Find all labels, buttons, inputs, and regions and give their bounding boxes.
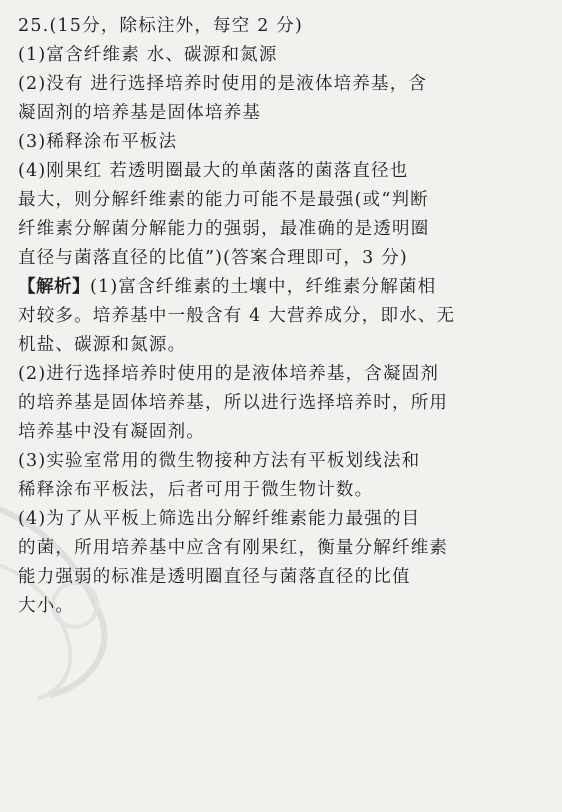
answer-1 xyxy=(18,41,544,70)
analysis-p1-line3: 机盐、碳源和氮源。 xyxy=(18,335,187,355)
answer-4-continuation-3: 直径与菌落直径的比值”)(答案合理即可，3 分) xyxy=(18,248,408,268)
analysis-tag: 【解析】 xyxy=(18,277,90,297)
analysis-p1-line1: (1)富含纤维素的土壤中，纤维素分解菌相 xyxy=(90,277,437,297)
answer-4-continuation-1: 最大，则分解纤维素的能力可能不是最强(或“判断 xyxy=(18,190,429,210)
answer-4-label: (4) xyxy=(18,161,47,181)
analysis-p2-line2: 的培养基是固体培养基，所以进行选择培养时，所用 xyxy=(18,393,449,413)
analysis-p3-line1: (3)实验室常用的微生物接种方法有平板划线法和 xyxy=(18,451,421,471)
analysis-p4-line4: 大小。 xyxy=(18,596,75,616)
answer-3-label: (3) xyxy=(18,132,47,152)
analysis-p1-line2: 对较多。培养基中一般含有 4 大营养成分，即水、无 xyxy=(18,306,456,326)
analysis-p3-line2: 稀释涂布平板法，后者可用于微生物计数。 xyxy=(18,480,374,500)
answer-4-continuation-2: 纤维素分解菌分解能力的强弱，最准确的是透明圈 xyxy=(18,219,430,239)
question-meta: (15分，除标注外，每空 2 分) xyxy=(49,16,304,36)
analysis-p2-line3: 培养基中没有凝固剂。 xyxy=(18,422,205,442)
answer-1-label: (1) xyxy=(18,45,47,65)
answer-2-text: 没有 进行选择培养时使用的是液体培养基，含 xyxy=(46,74,428,94)
question-header xyxy=(18,12,544,41)
question-number: 25. xyxy=(18,16,50,36)
analysis-p4-line3: 能力强弱的标准是透明圈直径与菌落直径的比值 xyxy=(18,567,411,587)
answer-1-text: 富含纤维素 水、碳源和氮源 xyxy=(46,45,278,65)
analysis-p2-line1: (2)进行选择培养时使用的是液体培养基，含凝固剂 xyxy=(18,364,440,384)
analysis-line-1 xyxy=(18,273,544,302)
answer-2-continuation: 凝固剂的培养基是固体培养基 xyxy=(18,103,262,123)
answer-2-label: (2) xyxy=(18,74,47,94)
analysis-p4-line1: (4)为了从平板上筛选出分解纤维素能力最强的目 xyxy=(18,509,421,529)
answer-4-text: 刚果红 若透明圈最大的单菌落的菌落直径也 xyxy=(46,161,409,181)
answer-2 xyxy=(18,70,544,99)
answer-3-text: 稀释涂布平板法 xyxy=(46,132,178,152)
answer-3 xyxy=(18,128,544,157)
answer-4 xyxy=(18,157,544,186)
watermark-graphic xyxy=(0,485,140,705)
analysis-p4-line2: 的菌，所用培养基中应含有刚果红，衡量分解纤维素 xyxy=(18,538,449,558)
